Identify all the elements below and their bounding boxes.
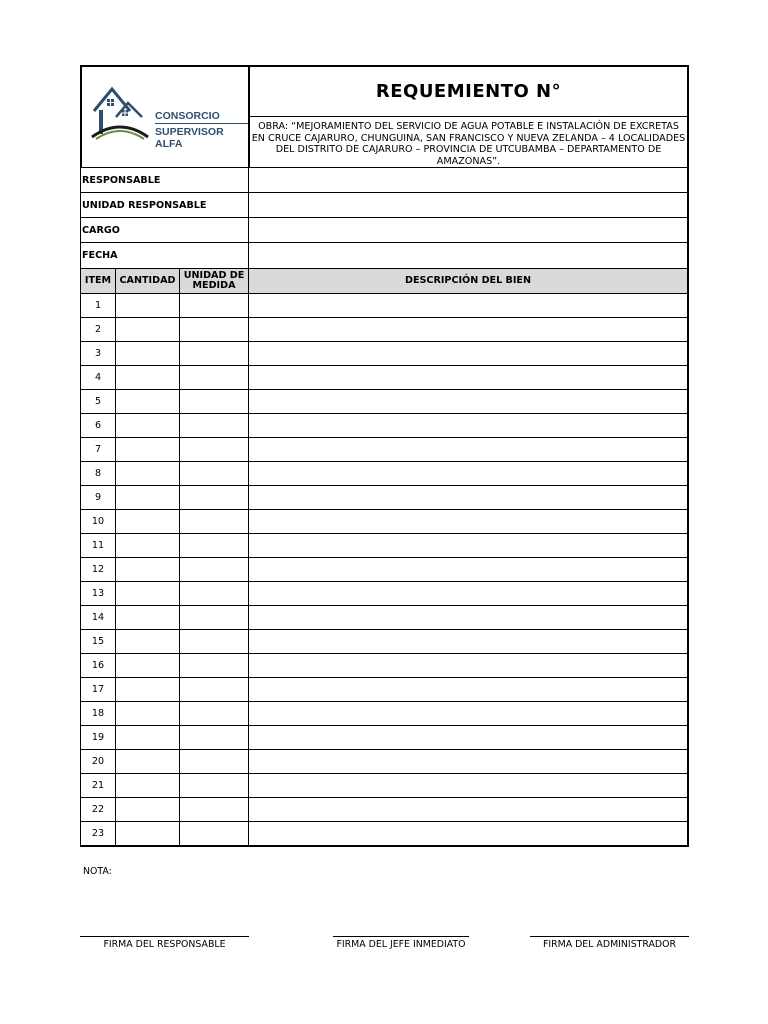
title-cell — [250, 67, 687, 167]
table-row — [81, 678, 689, 702]
table-row — [81, 390, 689, 414]
cantidad-cell[interactable] — [116, 510, 180, 534]
unidad-cell[interactable] — [180, 462, 249, 486]
cantidad-cell[interactable] — [116, 558, 180, 582]
descripcion-cell[interactable] — [249, 342, 689, 366]
cantidad-cell[interactable] — [116, 678, 180, 702]
cantidad-cell[interactable] — [116, 702, 180, 726]
unidad-cell[interactable] — [180, 318, 249, 342]
item-cell: 8 — [81, 462, 116, 486]
cantidad-cell[interactable] — [116, 822, 180, 847]
unidad-cell[interactable] — [180, 750, 249, 774]
responsable-field[interactable] — [249, 168, 687, 192]
descripcion-cell[interactable] — [249, 750, 689, 774]
descripcion-cell[interactable] — [249, 366, 689, 390]
unidad-cell[interactable] — [180, 678, 249, 702]
signature-responsable: FIRMA DEL RESPONSABLE — [80, 936, 249, 950]
table-row — [81, 630, 689, 654]
form-header — [80, 65, 689, 168]
descripcion-cell[interactable] — [249, 390, 689, 414]
table-row — [81, 798, 689, 822]
items-table — [80, 268, 689, 847]
info-row-cargo — [80, 218, 689, 243]
descripcion-cell[interactable] — [249, 630, 689, 654]
cantidad-cell[interactable] — [116, 606, 180, 630]
unidad-cell[interactable] — [180, 534, 249, 558]
unidad-cell[interactable] — [180, 606, 249, 630]
unidad-cell[interactable] — [180, 294, 249, 318]
table-row — [81, 702, 689, 726]
unidad-cell[interactable] — [180, 774, 249, 798]
cantidad-cell[interactable] — [116, 630, 180, 654]
column-header-cantidad: CANTIDAD — [116, 269, 180, 294]
cantidad-cell[interactable] — [116, 294, 180, 318]
cantidad-cell[interactable] — [116, 774, 180, 798]
descripcion-cell[interactable] — [249, 702, 689, 726]
table-body — [81, 294, 689, 847]
table-row — [81, 438, 689, 462]
info-label: RESPONSABLE — [81, 168, 249, 192]
unidad-cell[interactable] — [180, 414, 249, 438]
descripcion-cell[interactable] — [249, 774, 689, 798]
item-cell: 14 — [81, 606, 116, 630]
unidad-cell[interactable] — [180, 438, 249, 462]
unidad-cell[interactable] — [180, 390, 249, 414]
table-row — [81, 606, 689, 630]
unidad-cell[interactable] — [180, 486, 249, 510]
table-row — [81, 582, 689, 606]
descripcion-cell[interactable] — [249, 534, 689, 558]
item-cell: 18 — [81, 702, 116, 726]
table-row — [81, 774, 689, 798]
item-cell: 9 — [81, 486, 116, 510]
logo — [82, 67, 250, 167]
fecha-field[interactable] — [249, 243, 687, 268]
unidad-cell[interactable] — [180, 366, 249, 390]
descripcion-cell[interactable] — [249, 414, 689, 438]
info-row-unidad-responsable — [80, 193, 689, 218]
table-row — [81, 414, 689, 438]
descripcion-cell[interactable] — [249, 318, 689, 342]
descripcion-cell[interactable] — [249, 438, 689, 462]
item-cell: 10 — [81, 510, 116, 534]
item-cell: 23 — [81, 822, 116, 847]
unidad-cell[interactable] — [180, 582, 249, 606]
descripcion-cell[interactable] — [249, 462, 689, 486]
signature-administrador: FIRMA DEL ADMINISTRADOR — [530, 936, 689, 950]
info-label: CARGO — [81, 218, 249, 242]
item-cell: 1 — [81, 294, 116, 318]
cantidad-cell[interactable] — [116, 798, 180, 822]
descripcion-cell[interactable] — [249, 678, 689, 702]
item-cell: 16 — [81, 654, 116, 678]
info-label: UNIDAD RESPONSABLE — [81, 193, 249, 217]
house-logo-icon — [90, 81, 150, 141]
nota-label: NOTA: — [83, 866, 112, 877]
signature-jefe-inmediato: FIRMA DEL JEFE INMEDIATO — [333, 936, 469, 950]
unidad-cell[interactable] — [180, 822, 249, 847]
info-row-fecha — [80, 243, 689, 268]
item-cell: 15 — [81, 630, 116, 654]
table-row — [81, 726, 689, 750]
column-header-item: ITEM — [81, 269, 116, 294]
cantidad-cell[interactable] — [116, 366, 180, 390]
cantidad-cell[interactable] — [116, 390, 180, 414]
unidad-responsable-field[interactable] — [249, 193, 687, 217]
descripcion-cell[interactable] — [249, 606, 689, 630]
table-row — [81, 318, 689, 342]
table-row — [81, 510, 689, 534]
table-row — [81, 366, 689, 390]
item-cell: 13 — [81, 582, 116, 606]
cantidad-cell[interactable] — [116, 462, 180, 486]
table-header-row — [81, 269, 689, 294]
cantidad-cell[interactable] — [116, 414, 180, 438]
unidad-cell[interactable] — [180, 342, 249, 366]
descripcion-cell[interactable] — [249, 798, 689, 822]
requisition-form — [80, 65, 689, 847]
table-row — [81, 294, 689, 318]
item-cell: 17 — [81, 678, 116, 702]
cantidad-cell[interactable] — [116, 654, 180, 678]
item-cell: 22 — [81, 798, 116, 822]
unidad-cell[interactable] — [180, 654, 249, 678]
unidad-cell[interactable] — [180, 630, 249, 654]
column-header-unidad: UNIDAD DE MEDIDA — [180, 269, 249, 294]
descripcion-cell[interactable] — [249, 486, 689, 510]
table-row — [81, 822, 689, 847]
item-cell: 21 — [81, 774, 116, 798]
logo-line1: CONSORCIO — [155, 110, 248, 124]
cantidad-cell[interactable] — [116, 486, 180, 510]
table-row — [81, 654, 689, 678]
item-cell: 11 — [81, 534, 116, 558]
descripcion-cell[interactable] — [249, 726, 689, 750]
cantidad-cell[interactable] — [116, 342, 180, 366]
item-cell: 12 — [81, 558, 116, 582]
descripcion-cell[interactable] — [249, 582, 689, 606]
unidad-cell[interactable] — [180, 510, 249, 534]
item-cell: 3 — [81, 342, 116, 366]
cantidad-cell[interactable] — [116, 750, 180, 774]
table-row — [81, 558, 689, 582]
column-header-descripcion: DESCRIPCIÓN DEL BIEN — [249, 269, 689, 294]
item-cell: 19 — [81, 726, 116, 750]
unidad-cell[interactable] — [180, 726, 249, 750]
descripcion-cell[interactable] — [249, 654, 689, 678]
info-row-responsable — [80, 168, 689, 193]
item-cell: 7 — [81, 438, 116, 462]
cantidad-cell[interactable] — [116, 318, 180, 342]
table-row — [81, 750, 689, 774]
unidad-cell[interactable] — [180, 702, 249, 726]
cantidad-cell[interactable] — [116, 534, 180, 558]
item-cell: 20 — [81, 750, 116, 774]
cargo-field[interactable] — [249, 218, 687, 242]
unidad-cell[interactable] — [180, 558, 249, 582]
info-label: FECHA — [81, 243, 249, 268]
table-row — [81, 462, 689, 486]
item-cell: 6 — [81, 414, 116, 438]
page-title: REQUEMIENTO N° — [250, 67, 687, 117]
cantidad-cell[interactable] — [116, 726, 180, 750]
descripcion-cell[interactable] — [249, 510, 689, 534]
cantidad-cell[interactable] — [116, 438, 180, 462]
descripcion-cell[interactable] — [249, 558, 689, 582]
table-row — [81, 534, 689, 558]
table-row — [81, 342, 689, 366]
item-cell: 5 — [81, 390, 116, 414]
cantidad-cell[interactable] — [116, 582, 180, 606]
descripcion-cell[interactable] — [249, 822, 689, 847]
unidad-cell[interactable] — [180, 798, 249, 822]
obra-description: OBRA: “MEJORAMIENTO DEL SERVICIO DE AGUA POTABLE E INSTALACIÓN DE EXCRETAS EN CRUCE CAJARURO, CHUNGUINA, SAN FRANCISCO Y NUEVA ZELANDA – 4 LOCALIDADES DEL DISTRITO DE CAJARURO – PROVINCIA DE UTCUBAMBA – DEPARTAMENTO DE AMAZONAS”. — [251, 121, 686, 167]
item-cell: 2 — [81, 318, 116, 342]
table-row — [81, 486, 689, 510]
logo-line2: SUPERVISOR ALFA — [155, 126, 224, 150]
item-cell: 4 — [81, 366, 116, 390]
descripcion-cell[interactable] — [249, 294, 689, 318]
